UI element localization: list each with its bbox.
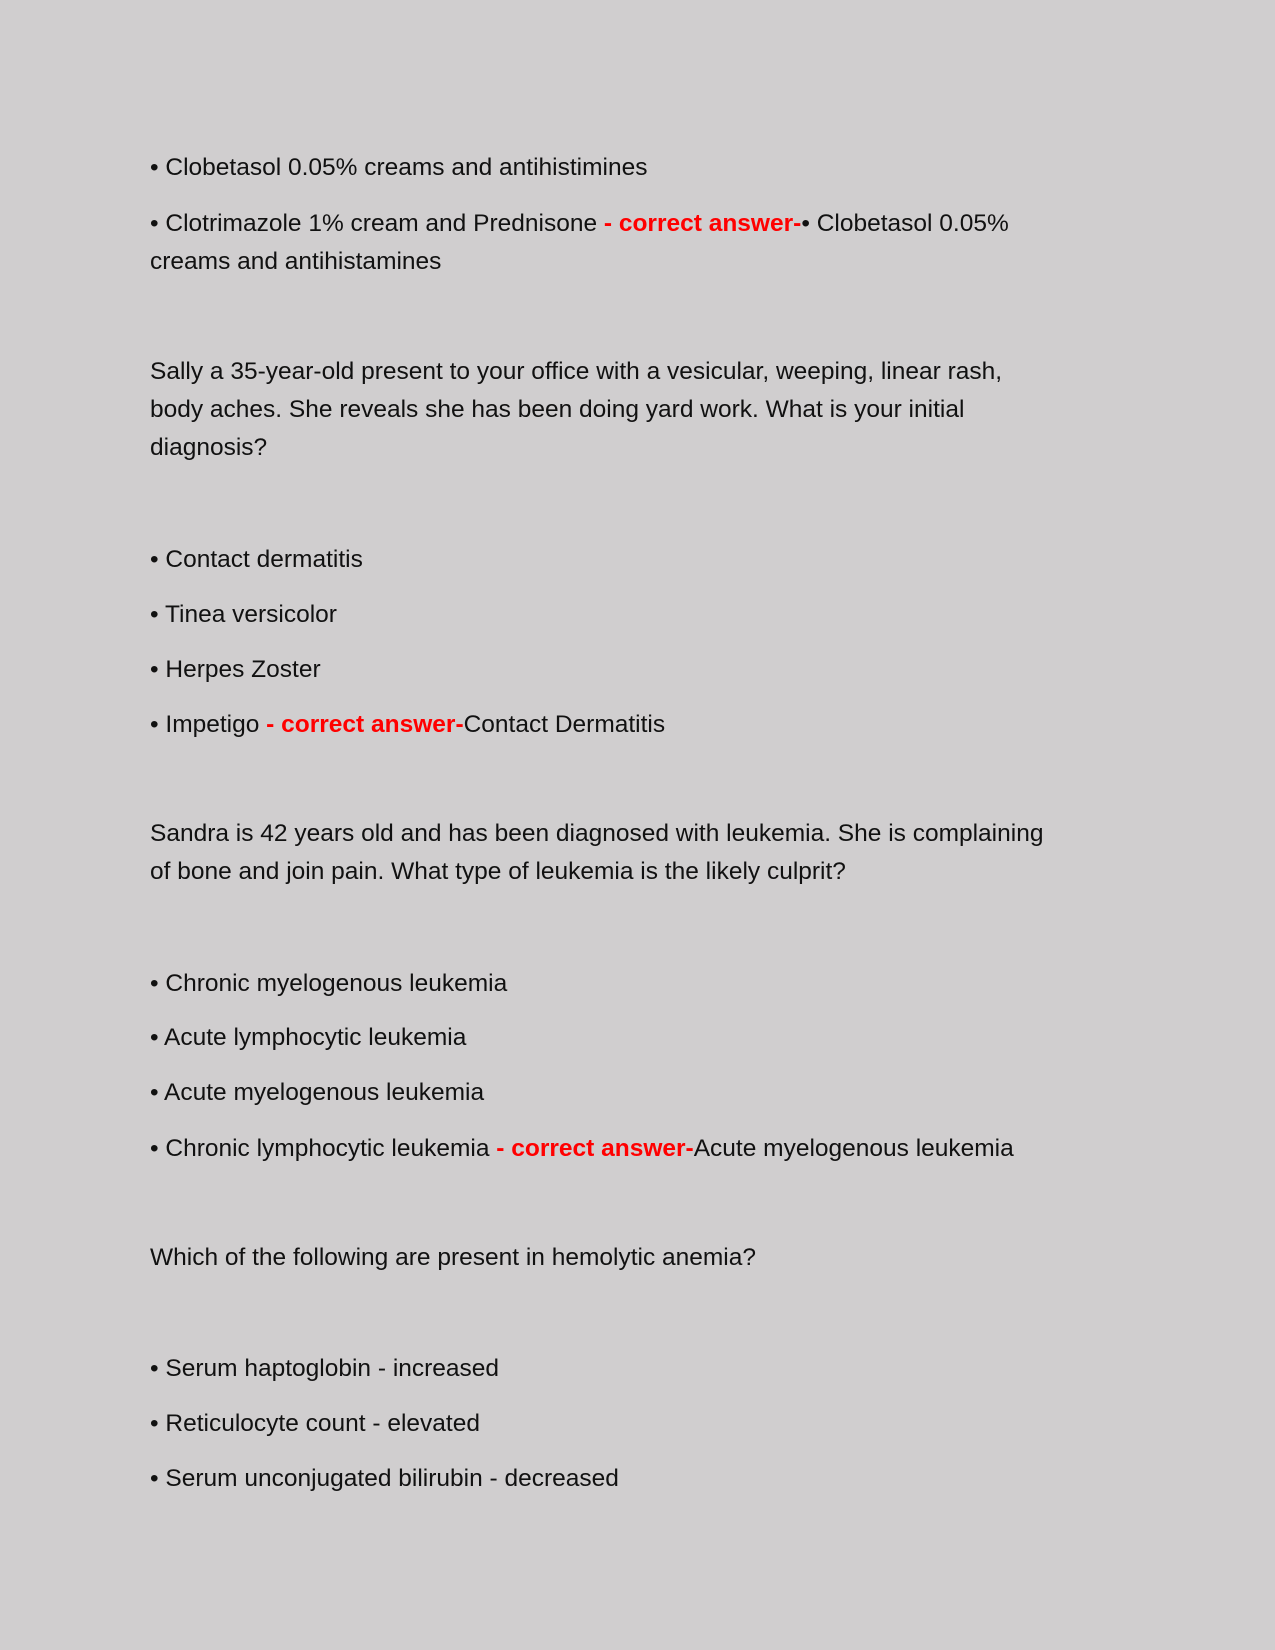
option: • Acute myelogenous leukemia — [150, 1079, 485, 1106]
option: • Serum haptoglobin - increased — [150, 1355, 500, 1382]
answer-text: Contact Dermatitis — [463, 711, 666, 738]
option: • Chronic myelogenous leukemia — [150, 970, 508, 997]
option: • Acute lymphocytic leukemia — [150, 1024, 467, 1051]
answer-text: • Clobetasol 0.05% — [801, 210, 1009, 237]
question-line: Sally a 35-year-old present to your office with a vesicular, weeping, linear rash, — [150, 358, 1003, 385]
option-text: • Chronic lymphocytic leukemia — [150, 1135, 497, 1162]
option-with-answer — [150, 710, 665, 740]
question-line: Sandra is 42 years old and has been diagnosed with leukemia. She is complaining — [150, 820, 1044, 847]
answer-marker: - correct answer- — [266, 711, 464, 738]
option: • Reticulocyte count - elevated — [150, 1410, 480, 1437]
answer-marker: - correct answer- — [603, 210, 802, 237]
option-text: • Impetigo — [150, 711, 267, 738]
option-with-answer — [150, 209, 1009, 239]
answer-text: Acute myelogenous leukemia — [693, 1135, 1014, 1162]
option: • Serum unconjugated bilirubin - decreased — [150, 1465, 619, 1492]
option: • Tinea versicolor — [150, 601, 337, 628]
question-line: Which of the following are present in hemolytic anemia? — [150, 1244, 757, 1271]
option-with-answer — [150, 1134, 1014, 1164]
option: • Contact dermatitis — [150, 546, 363, 573]
option: • Clobetasol 0.05% creams and antihistimines — [150, 154, 648, 181]
answer-marker: - correct answer- — [496, 1135, 694, 1162]
question-line: of bone and join pain. What type of leukemia is the likely culprit? — [150, 858, 846, 885]
question-line: diagnosis? — [150, 434, 268, 461]
option: • Herpes Zoster — [150, 656, 321, 683]
question-line: body aches. She reveals she has been doing yard work. What is your initial — [150, 396, 965, 423]
option-text: • Clotrimazole 1% cream and Prednisone — [150, 210, 604, 237]
answer-text-cont: creams and antihistamines — [150, 248, 442, 275]
